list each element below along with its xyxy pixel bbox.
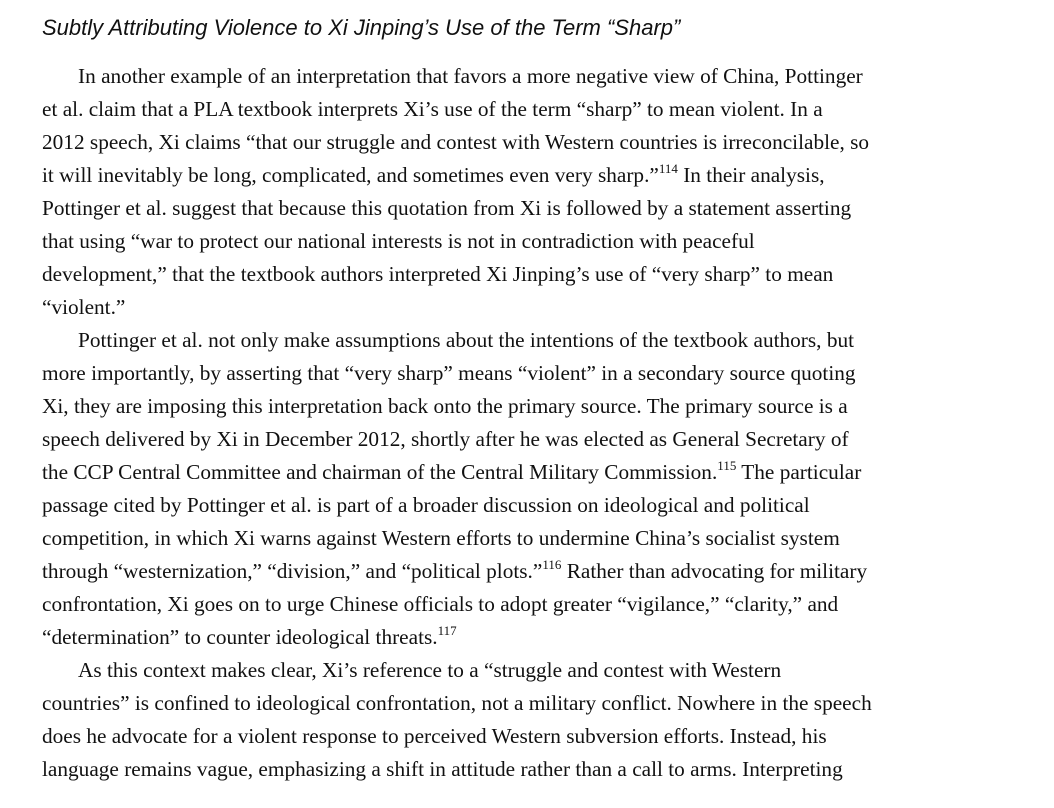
paragraph-1-line: it will inevitably be long, complicated, and sometimes even very sharp.”$^{114}$ In their analysis,	[42, 161, 825, 187]
paragraph-1-line: development,” that the textbook authors interpreted Xi Jinping’s use of “very sharp” to mean	[42, 262, 834, 286]
paragraph-2-line: the CCP Central Committee and chairman of the Central Military Commission.$^{115}$ The particular	[42, 458, 862, 484]
footnote-ref: 116	[542, 557, 562, 572]
paragraph-2-line: passage cited by Pottinger et al. is part of a broader discussion on ideological and political	[42, 493, 810, 517]
footnote-ref: 114	[658, 161, 678, 176]
paragraph-3-line: does he advocate for a violent response to perceived Western subversion efforts. Instead, his	[42, 724, 827, 748]
paragraph-2-line: competition, in which Xi warns against Western efforts to undermine China’s socialist system	[42, 526, 840, 550]
paragraph-2-line: “determination” to counter ideological threats.$^{117}$	[42, 623, 457, 649]
paragraph-2-line: through “westernization,” “division,” and “political plots.”$^{116}$ Rather than advocating for military	[42, 557, 868, 583]
paragraph-2-line: more importantly, by asserting that “very sharp” means “violent” in a secondary source quoting	[42, 361, 856, 385]
footnote-ref: 115	[717, 458, 737, 473]
section-heading: Subtly Attributing Violence to Xi Jinping’s Use of the Term “Sharp”	[42, 15, 681, 40]
paragraph-2-line: Pottinger et al. not only make assumptions about the intentions of the textbook authors, but	[78, 328, 855, 352]
paragraph-3-line: countries” is confined to ideological confrontation, not a military conflict. Nowhere in the speech	[42, 691, 872, 715]
paragraph-1-line: Pottinger et al. suggest that because this quotation from Xi is followed by a statement asserting	[42, 196, 852, 220]
paragraph-3-line: language remains vague, emphasizing a shift in attitude rather than a call to arms. Interpreting	[42, 757, 843, 781]
footnote-ref: 117	[437, 623, 457, 638]
paragraph-1-line: et al. claim that a PLA textbook interprets Xi’s use of the term “sharp” to mean violent. In a	[42, 97, 823, 121]
paragraph-2-line: Xi, they are imposing this interpretation back onto the primary source. The primary source is a	[42, 394, 848, 418]
paragraph-1-line: that using “war to protect our national interests is not in contradiction with peaceful	[42, 229, 755, 253]
paragraph-3-line: As this context makes clear, Xi’s reference to a “struggle and contest with Western	[78, 658, 782, 682]
paragraph-1-line: 2012 speech, Xi claims “that our struggle and contest with Western countries is irreconcilable, so	[42, 130, 870, 154]
paragraph-2-line: confrontation, Xi goes on to urge Chinese officials to adopt greater “vigilance,” “clarity,” and	[42, 592, 839, 616]
paragraph-1-line: In another example of an interpretation that favors a more negative view of China, Pottinger	[78, 64, 863, 88]
paragraph-2-line: speech delivered by Xi in December 2012, shortly after he was elected as General Secretary of	[42, 427, 849, 451]
paragraph-1-line: “violent.”	[42, 295, 126, 319]
